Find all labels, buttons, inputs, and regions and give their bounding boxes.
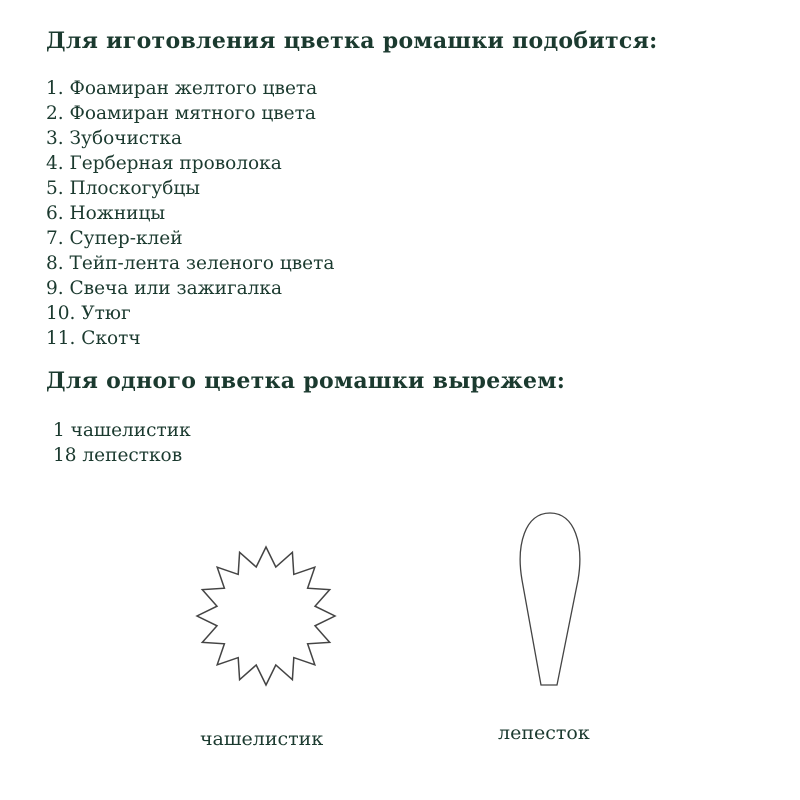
- list-item: 2. Фоамиран мятного цвета: [46, 103, 316, 124]
- list-item: 10. Утюг: [46, 303, 131, 324]
- sepal-caption: чашелистик: [200, 728, 324, 750]
- list-item: 4. Герберная проволока: [46, 153, 282, 174]
- list-item: 6. Ножницы: [46, 203, 166, 224]
- list-item: 7. Супер-клей: [46, 228, 183, 249]
- list-item: 8. Тейп-лента зеленого цвета: [46, 253, 335, 274]
- heading-cut: Для одного цветка ромашки вырежем:: [46, 368, 566, 394]
- list-item: 1 чашелистик: [53, 420, 191, 441]
- list-item: 18 лепестков: [53, 445, 183, 466]
- list-item: 3. Зубочистка: [46, 128, 182, 149]
- heading-materials: Для иготовления цветка ромашки подобится:: [46, 28, 658, 54]
- list-item: 1. Фоамиран желтого цвета: [46, 78, 318, 99]
- petal-caption: лепесток: [498, 722, 590, 744]
- sepal-shape: [197, 547, 335, 685]
- list-item: 11. Скотч: [46, 328, 141, 349]
- list-item: 5. Плоскогубцы: [46, 178, 200, 199]
- petal-shape: [520, 513, 580, 685]
- list-item: 9. Свеча или зажигалка: [46, 278, 283, 299]
